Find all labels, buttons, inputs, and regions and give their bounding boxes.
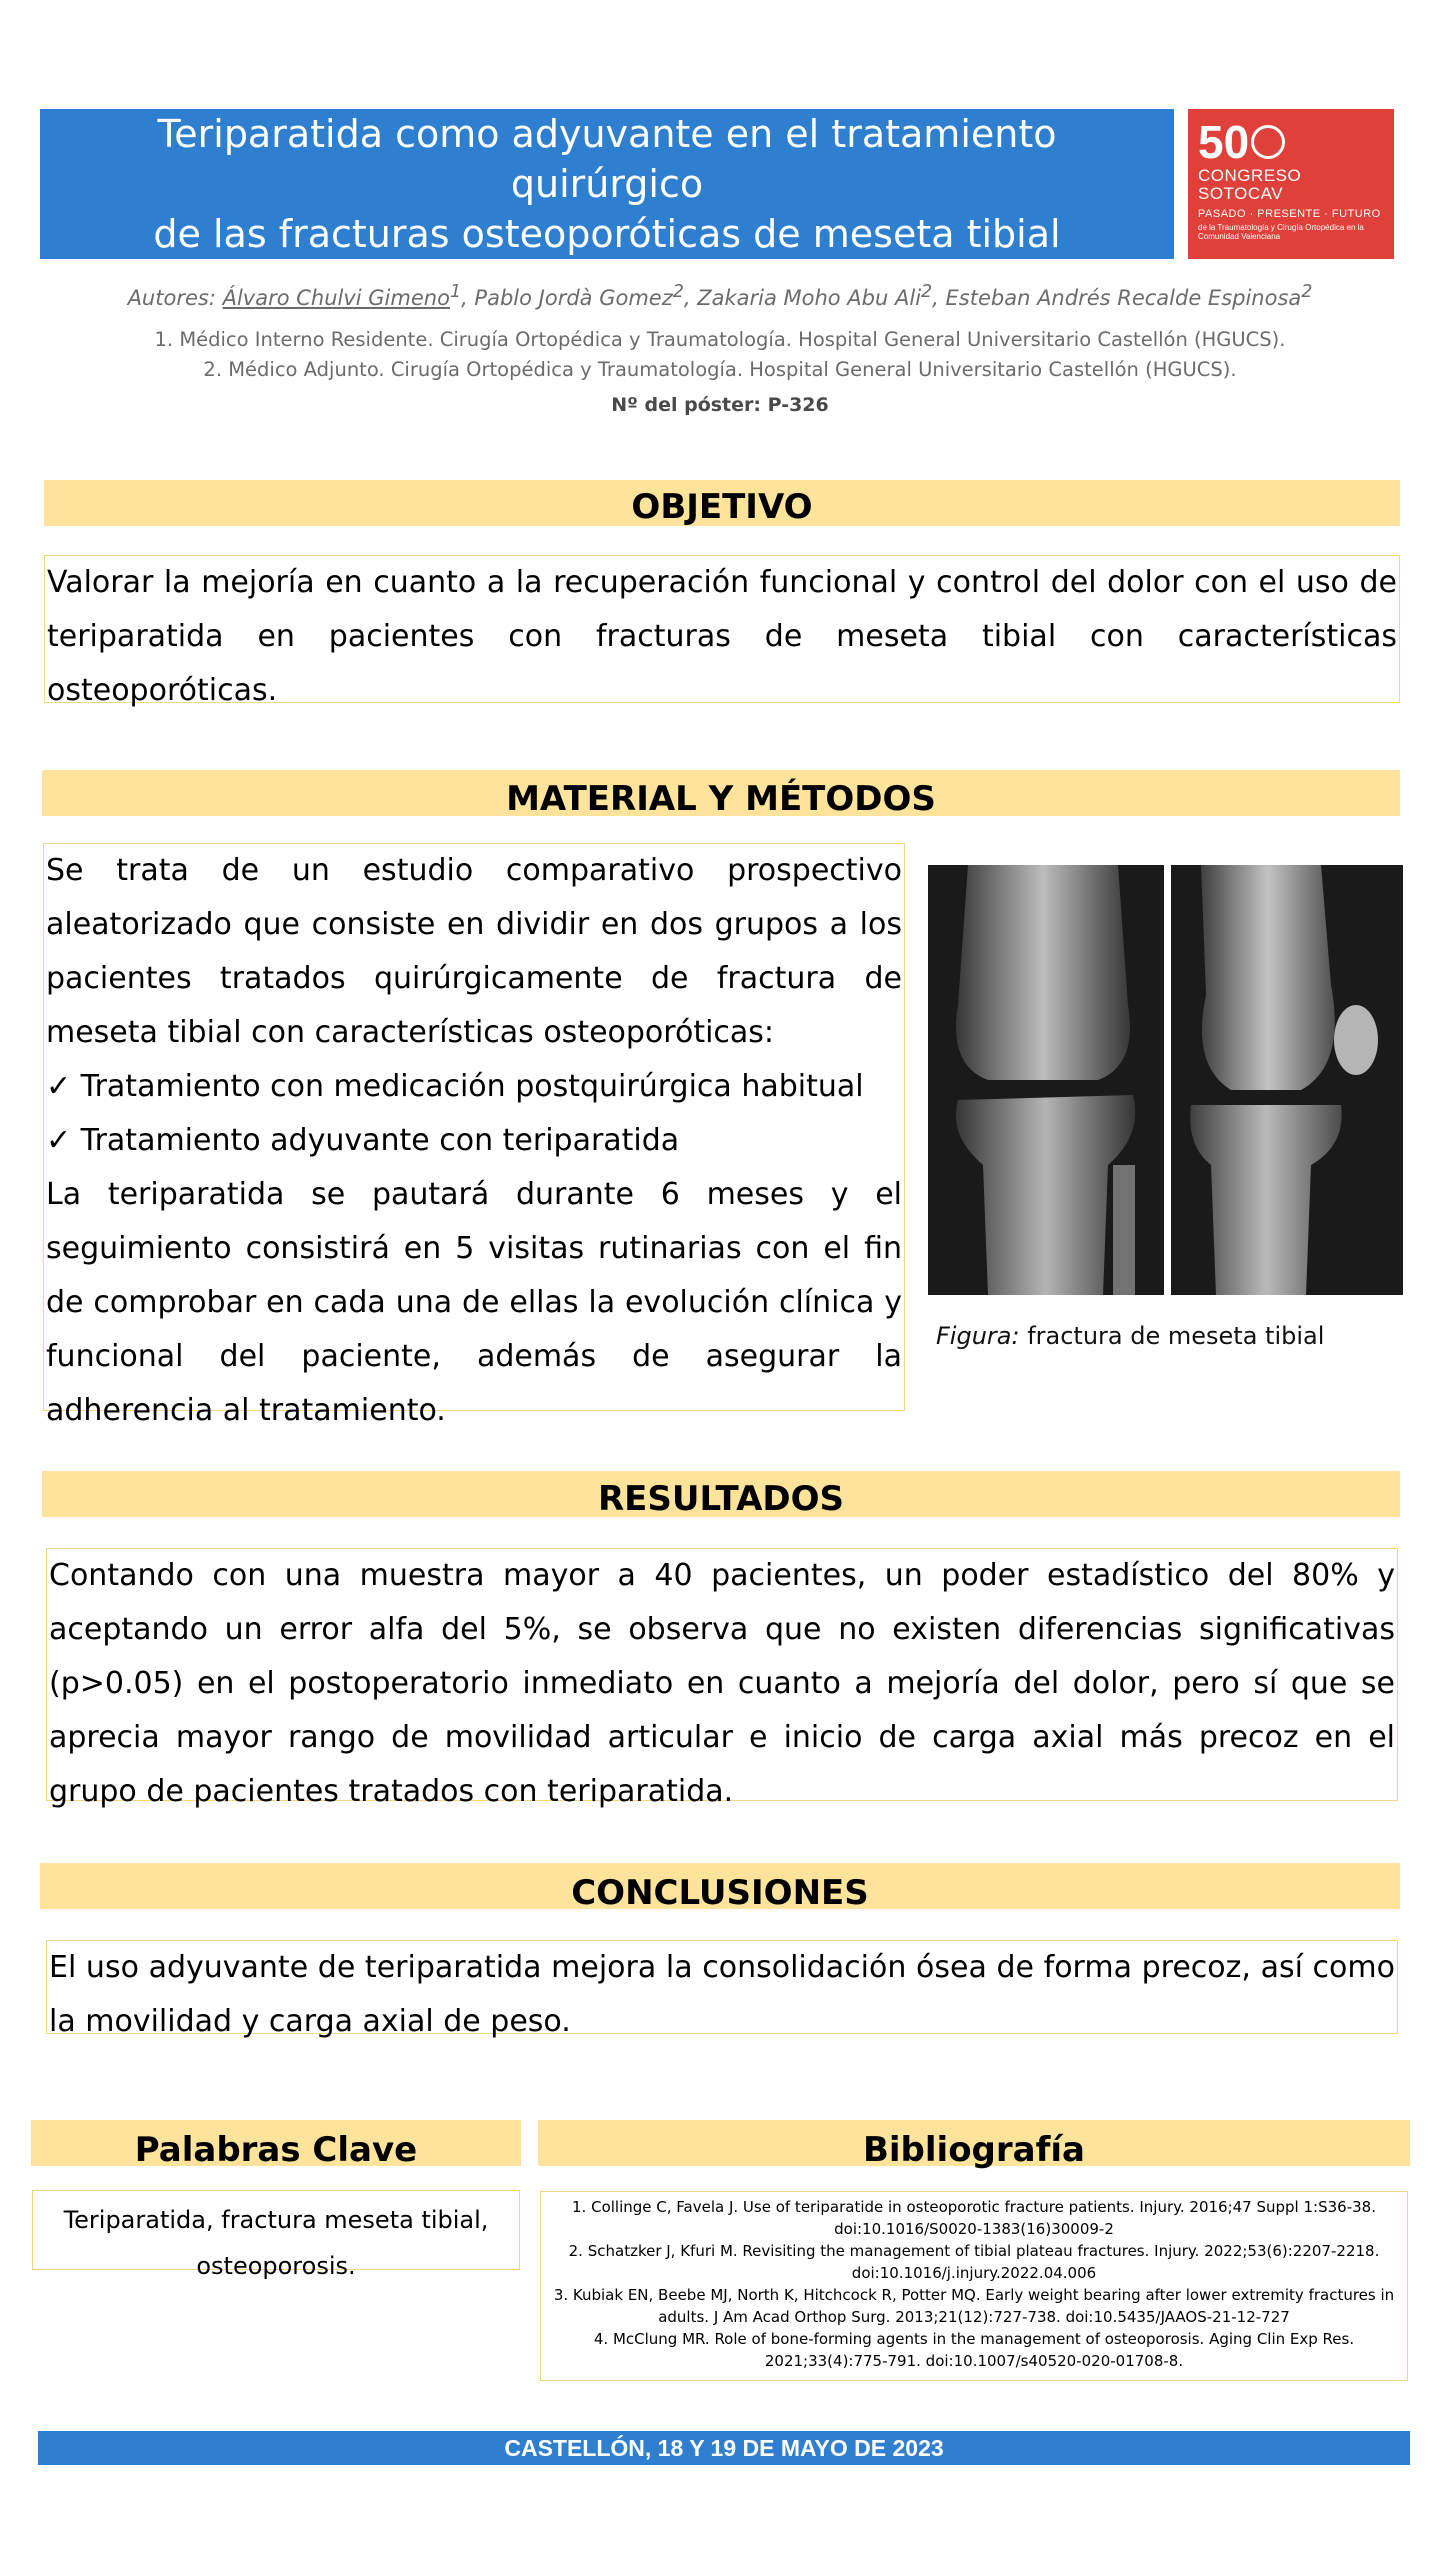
palabras-clave-text: Teriparatida, fractura meseta tibial, osteoporosis. — [63, 2206, 489, 2280]
seal-icon — [1251, 125, 1285, 159]
metodos-box — [43, 843, 905, 1428]
affiliation-1: 1. Médico Interno Residente. Cirugía Ortopédica y Traumatología. Hospital General Universitario Castellón (HGUCS). — [154, 328, 1286, 351]
poster-title — [40, 109, 1174, 259]
author-1: Álvaro Chulvi Gimeno — [222, 286, 450, 310]
congress-logo — [1188, 109, 1394, 259]
logo-line2: SOTOCAV — [1198, 184, 1284, 203]
poster-title-line2: de las fracturas osteoporóticas de meseta tibial — [153, 212, 1061, 256]
figure-caption — [936, 1322, 1324, 1350]
logo-line3: PASADO · PRESENTE · FUTURO — [1198, 208, 1381, 220]
resultados-heading: RESULTADOS — [42, 1471, 1400, 1517]
author-2: , Pablo Jordà Gomez — [461, 286, 673, 310]
bibliografia-box — [540, 2191, 1408, 2381]
objetivo-text: Valorar la mejoría en cuanto a la recuperación funcional y control del dolor con el uso de teriparatida en pacientes con fracturas de meseta tibial con características osteoporóticas. — [47, 565, 1397, 708]
metodos-item-1: ✓ Tratamiento con medicación postquirúrgica habitual — [46, 1069, 864, 1104]
objetivo-heading: OBJETIVO — [44, 480, 1400, 526]
bib-ref-4: 4. McClung MR. Role of bone-forming agents in the management of osteoporosis. Aging Clin Exp Res. 2021;33(4):775-791. doi:10.1007/s40520-020-01708-8. — [593, 2330, 1355, 2370]
author-3-sup: 2 — [921, 282, 933, 302]
bib-ref-1: 1. Collinge C, Favela J. Use of teriparatide in osteoporotic fracture patients. Injury. 2016;47 Suppl 1:S36-38. doi:10.1016/S0020-1383(16)30009-2 — [572, 2198, 1376, 2238]
author-1-sup: 1 — [449, 282, 462, 302]
bibliografia-heading: Bibliografía — [538, 2120, 1410, 2166]
conclusiones-box — [46, 1940, 1398, 2039]
footer-banner: CASTELLÓN, 18 Y 19 DE MAYO DE 2023 — [38, 2431, 1410, 2465]
bib-ref-3: 3. Kubiak EN, Beebe MJ, North K, Hitchcock R, Potter MQ. Early weight bearing after lower extremity fractures in adults. J Am Acad Orthop Surg. 2013;21(12):727-738. doi:10.5435/JAAOS-21-12-727 — [553, 2286, 1395, 2326]
metodos-intro: Se trata de un estudio comparativo prospectivo aleatorizado que consiste en dividir en dos grupos a los pacientes tratados quirúrgicamente de fractura de meseta tibial con características osteoporóticas: — [46, 853, 902, 1050]
conclusiones-heading: CONCLUSIONES — [40, 1863, 1400, 1909]
author-3: , Zakaria Moho Abu Ali — [683, 286, 922, 310]
authors-prefix: Autores: — [127, 286, 223, 310]
resultados-text: Contando con una muestra mayor a 40 pacientes, un poder estadístico del 80% y aceptando un error alfa del 5%, se observa que no existen diferencias significativas (p>0.05) en el postoperatorio inmediato en cuanto a mejoría del dolor, pero sí que se aprecia mayor rango de movilidad articular e inicio de carga axial más precoz en el grupo de pacientes tratados con teriparatida. — [49, 1558, 1395, 1809]
logo-line1: CONGRESO — [1198, 166, 1302, 185]
bibliografia-list — [541, 2192, 1407, 2376]
poster-title-line1: Teriparatida como adyuvante en el tratamiento quirúrgico — [157, 112, 1057, 206]
authors-line — [0, 282, 1440, 310]
metodos-heading: MATERIAL Y MÉTODOS — [42, 770, 1400, 816]
bib-ref-2: 2. Schatzker J, Kfuri M. Revisiting the management of tibial plateau fractures. Injury. 2022;53(6):2207-2218. doi:10.1016/j.injury.2022.04.006 — [568, 2242, 1380, 2282]
figure-caption-label: Figura: — [936, 1322, 1020, 1350]
logo-line4: de la Traumatología y Cirugía Ortopédica en la Comunidad Valenciana — [1198, 223, 1364, 241]
author-2-sup: 2 — [672, 282, 684, 302]
conclusiones-text: El uso adyuvante de teriparatida mejora la consolidación ósea de forma precoz, así como la movilidad y carga axial de peso. — [49, 1950, 1395, 2039]
metodos-outro: La teriparatida se pautará durante 6 meses y el seguimiento consistirá en 5 visitas rutinarias con el fin de comprobar en cada una de ellas la evolución clínica y funcional del paciente, además de asegurar la adherencia al tratamiento. — [46, 1177, 902, 1428]
author-4: , Esteban Andrés Recalde Espinosa — [932, 286, 1302, 310]
objetivo-box — [44, 555, 1400, 708]
metodos-item-2: ✓ Tratamiento adyuvante con teriparatida — [46, 1123, 680, 1158]
author-4-sup: 2 — [1301, 282, 1313, 302]
palabras-clave-box — [32, 2190, 520, 2280]
resultados-box — [46, 1548, 1398, 1809]
affiliation-2: 2. Médico Adjunto. Cirugía Ortopédica y Traumatología. Hospital General Universitario Castellón (HGUCS). — [203, 358, 1237, 381]
logo-number: 50 — [1198, 116, 1250, 168]
xray-lateral-image — [1171, 865, 1403, 1295]
poster-number: Nº del póster: P-326 — [611, 394, 829, 416]
xray-ap-image — [928, 865, 1164, 1295]
palabras-clave-heading: Palabras Clave — [31, 2120, 521, 2166]
figure-caption-text: fractura de meseta tibial — [1019, 1322, 1325, 1350]
